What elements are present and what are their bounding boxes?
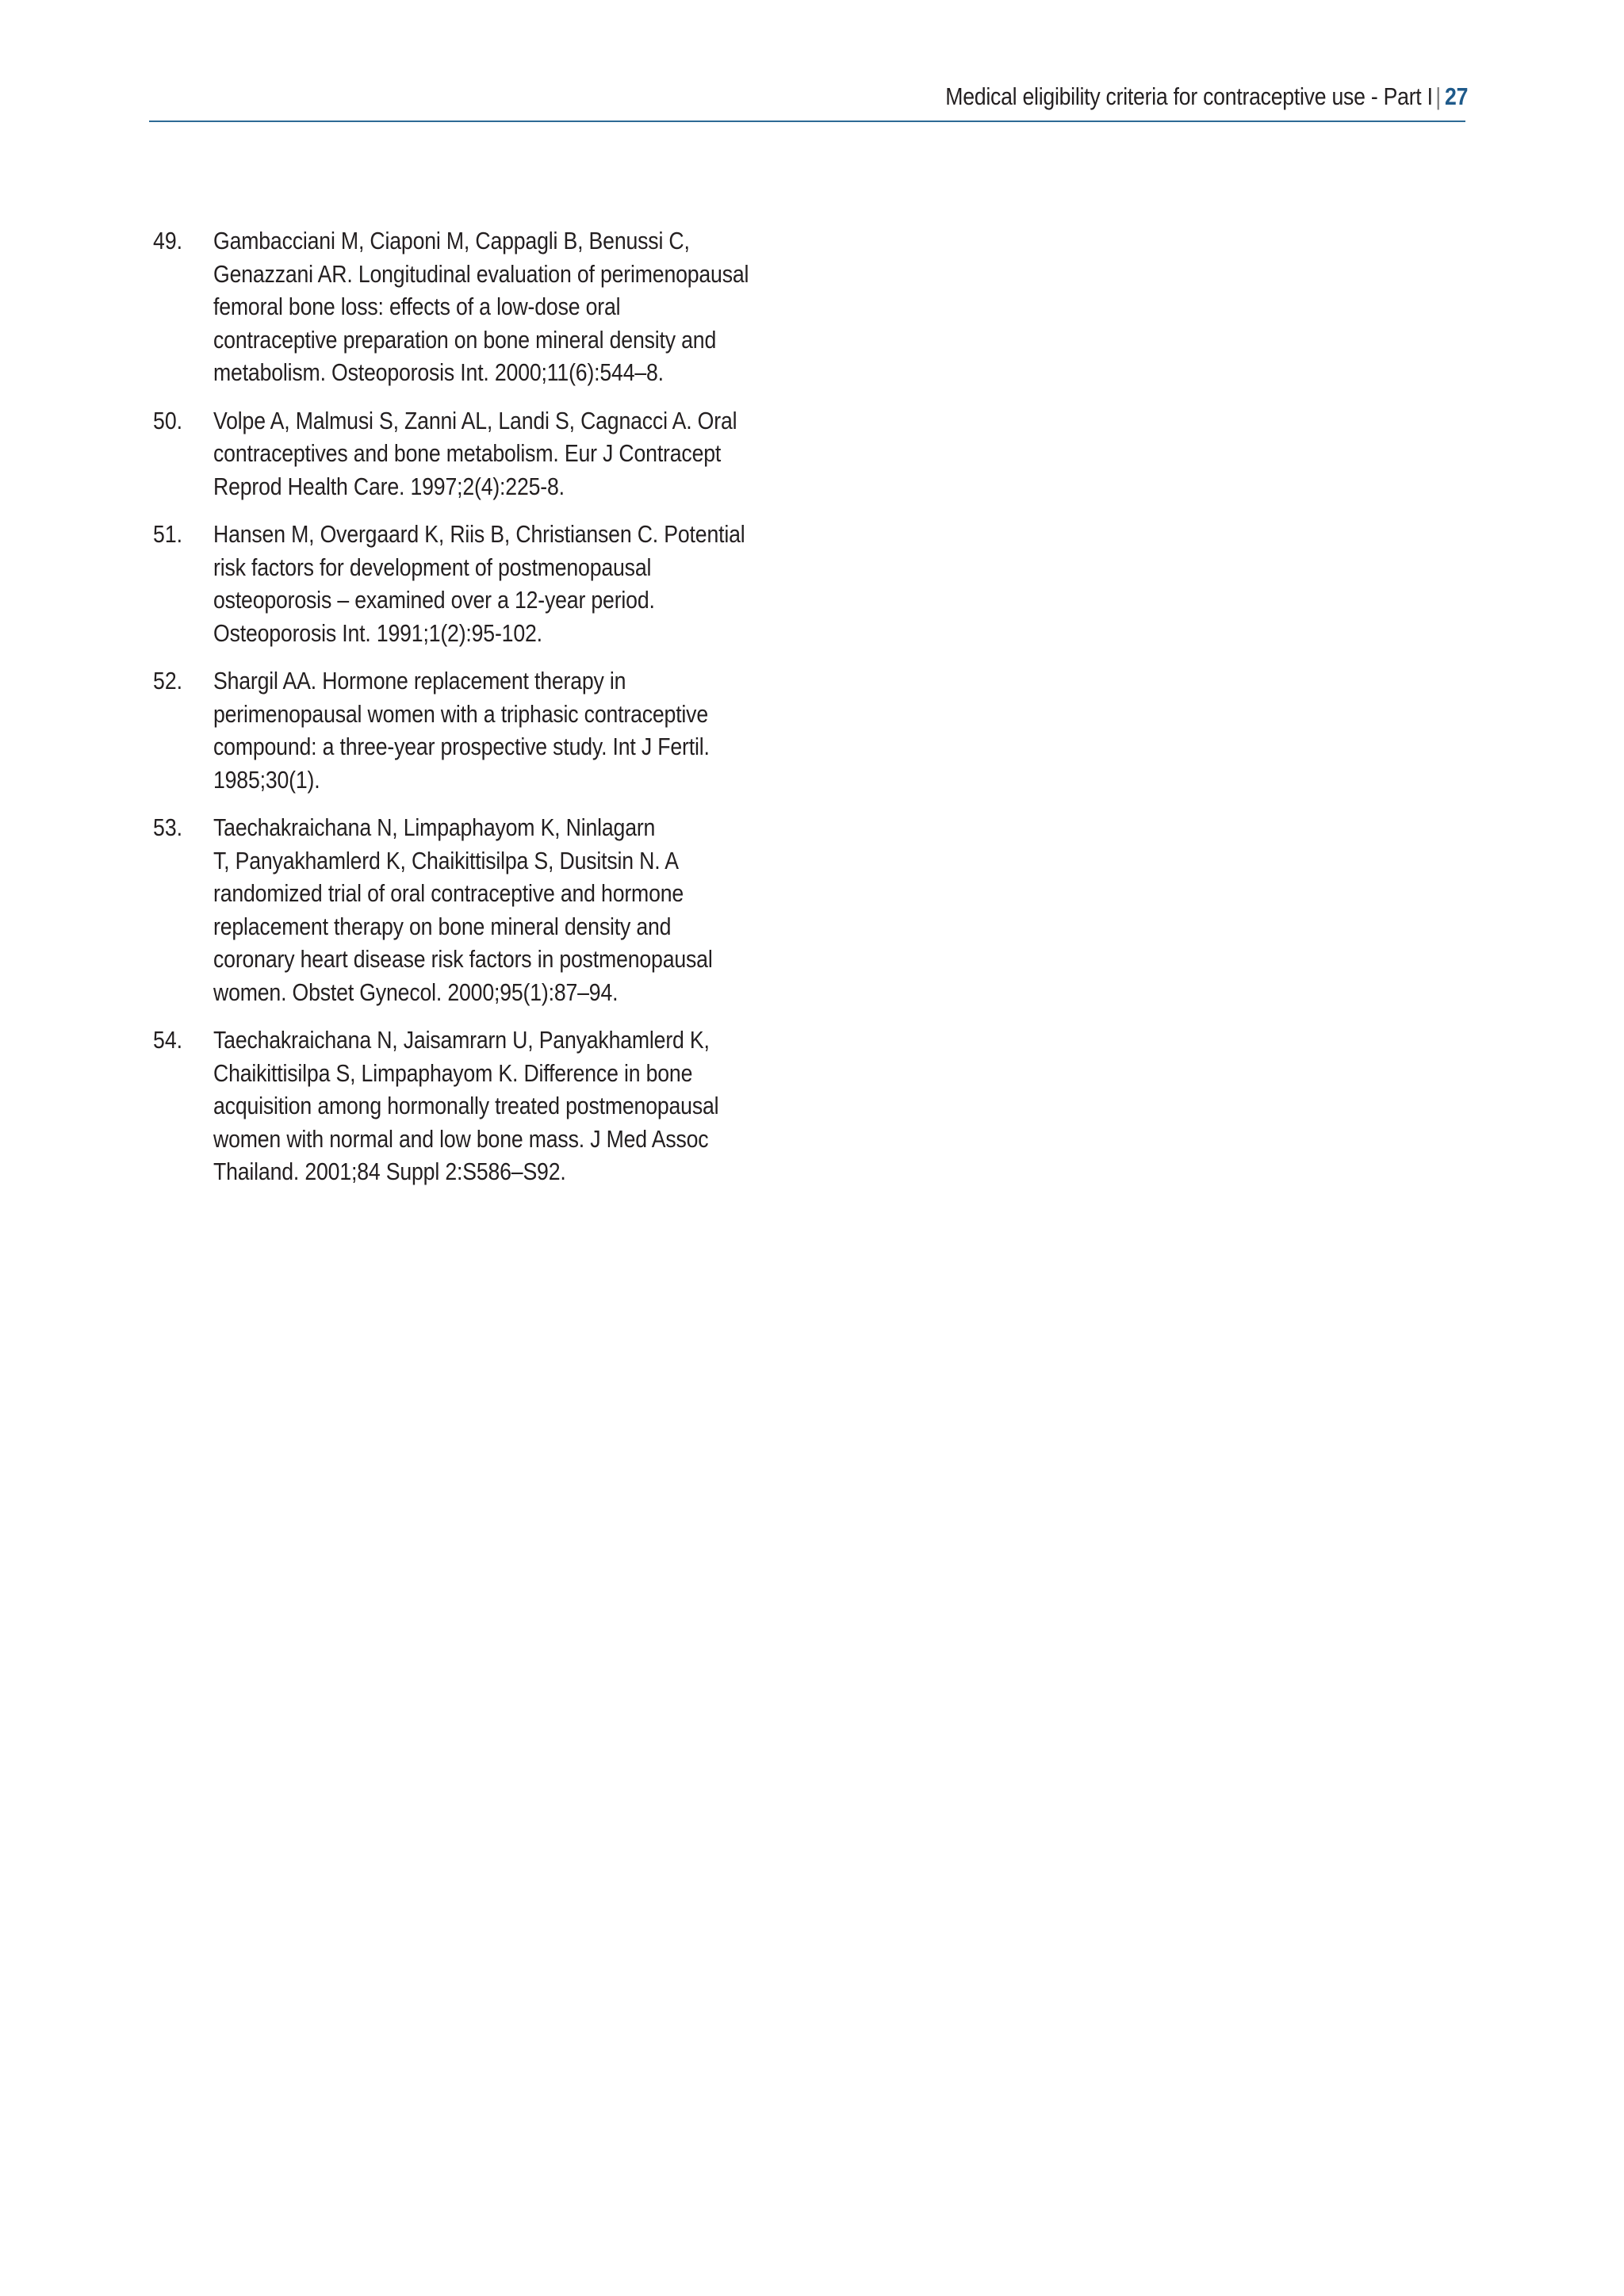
page-number: 27 <box>1444 82 1468 110</box>
reference-line: Hansen M, Overgaard K, Riis B, Christiansen C. Potential <box>213 520 745 548</box>
reference-number: 51. <box>153 520 183 548</box>
reference-text <box>213 404 848 503</box>
reference-line: T, Panyakhamlerd K, Chaikittisilpa S, Dusitsin N. A <box>213 846 679 874</box>
reference-line: contraceptive preparation on bone mineral density and <box>213 325 717 354</box>
reference-line: Reprod Health Care. 1997;2(4):225-8. <box>213 472 565 500</box>
reference-item-53 <box>153 811 891 1008</box>
reference-number: 49. <box>153 227 183 254</box>
running-header <box>945 79 1468 114</box>
reference-line: Gambacciani M, Ciaponi M, Cappagli B, Benussi C, <box>213 227 690 254</box>
reference-number: 50. <box>153 406 183 434</box>
reference-item-54 <box>153 1024 891 1188</box>
reference-line: coronary heart disease risk factors in postmenopausal <box>213 945 713 973</box>
header-divider <box>149 121 1465 122</box>
reference-line: risk factors for development of postmenopausal <box>213 553 652 581</box>
reference-number: 52. <box>153 667 183 695</box>
reference-line: Thailand. 2001;84 Suppl 2:S586–S92. <box>213 1158 566 1185</box>
reference-line: replacement therapy on bone mineral density and <box>213 912 672 940</box>
reference-line: Taechakraichana N, Jaisamrarn U, Panyakhamlerd K, <box>213 1026 710 1054</box>
reference-text <box>213 518 848 649</box>
reference-number: 53. <box>153 813 183 841</box>
reference-line: Chaikittisilpa S, Limpaphayom K. Difference in bone <box>213 1058 693 1087</box>
reference-line: randomized trial of oral contraceptive and hormone <box>213 879 684 907</box>
reference-line: osteoporosis – examined over a 12-year period. <box>213 586 655 614</box>
reference-line: contraceptives and bone metabolism. Eur J Contracept <box>213 439 722 467</box>
reference-item-49 <box>153 224 891 389</box>
header-separator: | <box>1435 82 1441 110</box>
reference-line: compound: a three-year prospective study. Int J Fertil. <box>213 733 710 760</box>
reference-text <box>213 1024 848 1188</box>
reference-line: femoral bone loss: effects of a low-dose oral <box>213 293 621 320</box>
reference-line: metabolism. Osteoporosis Int. 2000;11(6):544–8. <box>213 358 664 386</box>
reference-item-52 <box>153 664 891 796</box>
reference-line: Osteoporosis Int. 1991;1(2):95-102. <box>213 618 542 647</box>
reference-list <box>153 224 891 1203</box>
reference-number: 54. <box>153 1026 183 1054</box>
reference-line: Shargil AA. Hormone replacement therapy in <box>213 667 626 695</box>
reference-line: acquisition among hormonally treated postmenopausal <box>213 1092 719 1119</box>
reference-line: Taechakraichana N, Limpaphayom K, Ninlagarn <box>213 813 656 841</box>
reference-line: Genazzani AR. Longitudinal evaluation of perimenopausal <box>213 259 749 288</box>
reference-line: Volpe A, Malmusi S, Zanni AL, Landi S, Cagnacci A. Oral <box>213 406 737 434</box>
reference-item-50 <box>153 404 891 503</box>
reference-text <box>213 811 848 1008</box>
reference-text <box>213 664 848 796</box>
reference-line: women with normal and low bone mass. J Med Assoc <box>213 1124 709 1153</box>
reference-item-51 <box>153 518 891 649</box>
reference-text <box>213 224 848 389</box>
reference-line: perimenopausal women with a triphasic contraceptive <box>213 699 708 728</box>
reference-line: women. Obstet Gynecol. 2000;95(1):87–94. <box>213 978 619 1006</box>
reference-line: 1985;30(1). <box>213 765 320 794</box>
document-title: Medical eligibility criteria for contraceptive use - Part I <box>945 82 1433 110</box>
